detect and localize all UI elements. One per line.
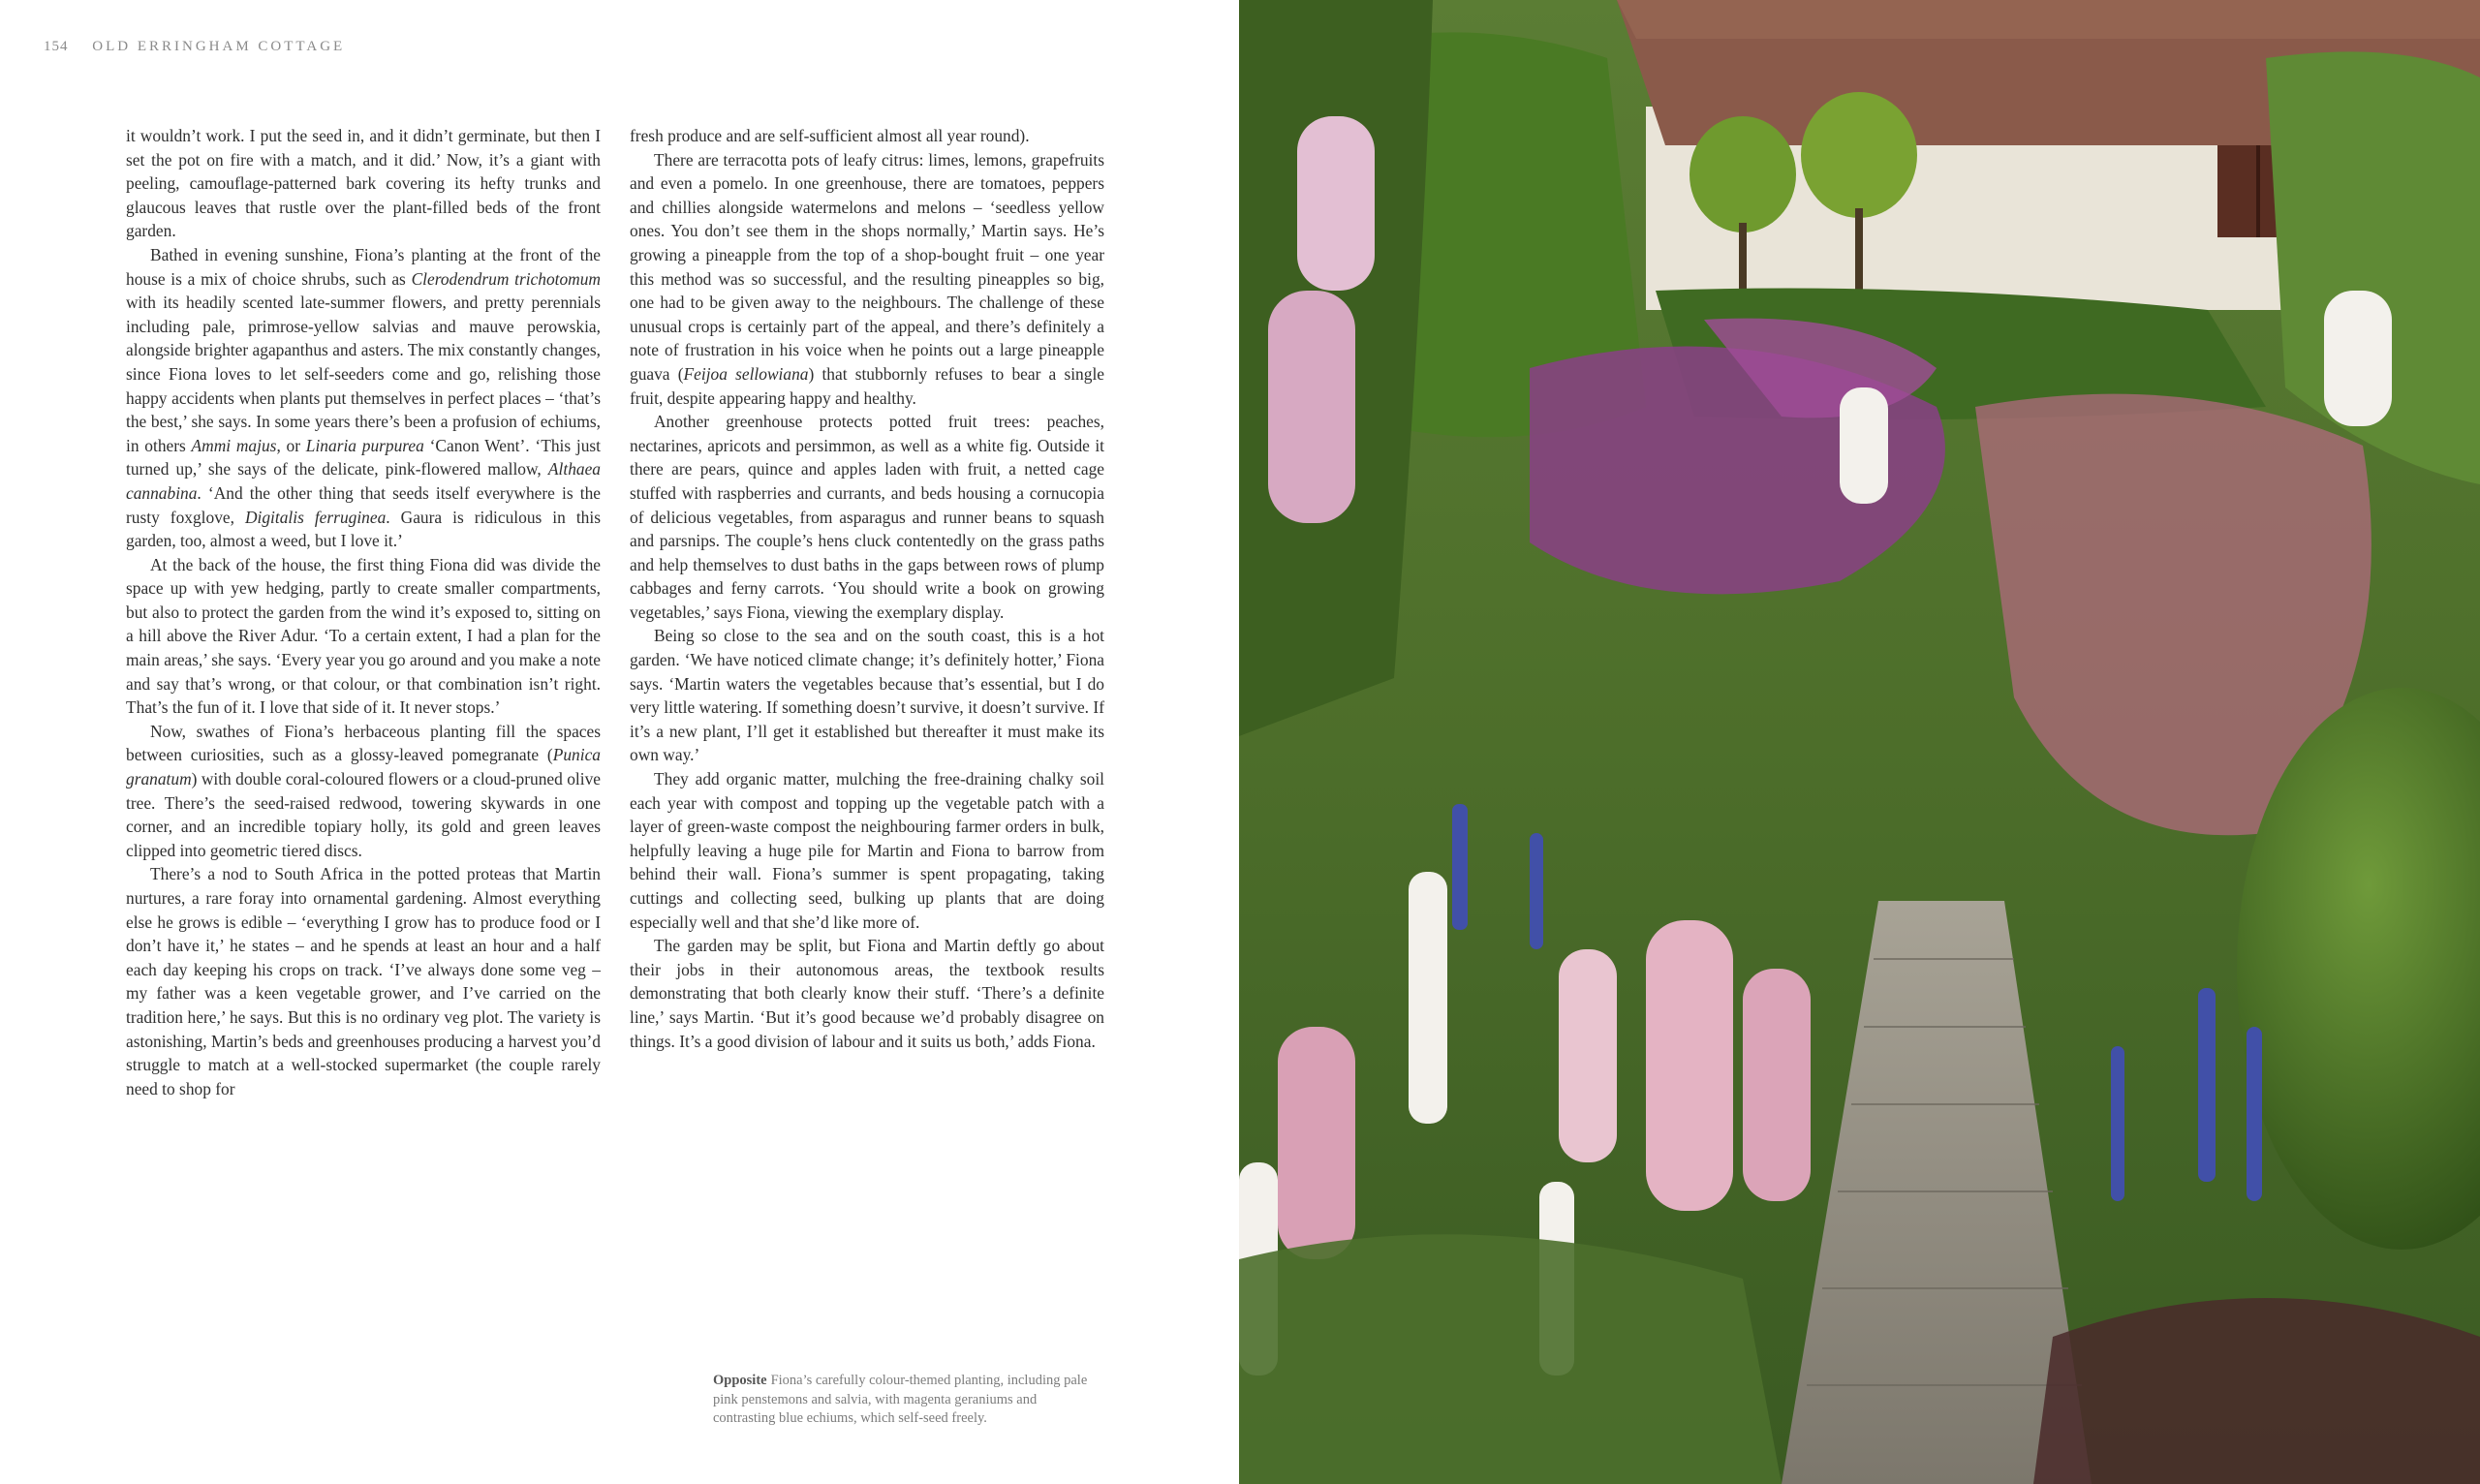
paragraph: There are terracotta pots of leafy citrus: limes, lemons, grapefruits and even a pomelo. In one greenhouse, there are tomatoes, peppers and chillies alongside watermelons and melons – ‘seedless yellow ones. You don’t see them in the shops normally,’ Martin says. He’s growing a pineapple from the top of a shop-bought fruit – one year this method was so successful, and the resulting pineapples so big, one had to be given away to the neighbours. The challenge of these unusual crops is certainly part of the appeal, and there’s definitely a note of frustration in his voice when he points out a large pineapple guava (Feijoa sellowiana) that stubbornly refuses to bear a single fruit, despite appearing happy and healthy. [630, 149, 1104, 408]
garden-photo [1239, 0, 2480, 1484]
paragraph: The garden may be split, but Fiona and Martin deftly go about their jobs in their autonomous areas, the textbook results demonstrating that both clearly know their stuff. ‘There’s a definite line,’ says Martin. ‘But it’s good because we’d probably disagree on things. It’s a good division of labour and it suits us both,’ adds Fiona. [630, 936, 1104, 1051]
photo-caption [713, 1372, 1100, 1429]
botanical-name: Feijoa sellowiana [683, 363, 809, 384]
text-column-left [126, 124, 601, 1100]
garden-illustration [1239, 0, 2480, 1484]
paragraph: Now, swathes of Fiona’s herbaceous planting fill the spaces between curiosities, such as a glossy-leaved pomegranate (Punica granatum) with double coral-coloured flowers or a cloud-pruned olive tree. There’s the seed-raised redwood, towering skywards in one corner, and an incredible topiary holly, its gold and green leaves clipped into geometric tiered discs. [126, 721, 601, 860]
left-page [0, 0, 1239, 1484]
botanical-name: Punica granatum [126, 745, 601, 789]
caption-text: Fiona’s carefully colour-themed planting, including pale pink penstemons and salvia, with magenta geraniums and contrasting blue echiums, which self-seed freely. [713, 1373, 1088, 1426]
paragraph: Being so close to the sea and on the south coast, this is a hot garden. ‘We have noticed climate change; it’s definitely hotter,’ Fiona says. ‘Martin waters the vegetables because that’s essential, but I do very little watering. If something doesn’t survive, it doesn’t survive. If it’s a new plant, I’ll get it established but thereafter it must make its own way.’ [630, 626, 1104, 765]
botanical-name: Althaea cannabina [126, 459, 601, 503]
paragraph: They add organic matter, mulching the free-draining chalky soil each year with compost and topping up the vegetable patch with a layer of green-waste compost the neighbouring farmer orders in bulk, helpfully leaving a huge pile for Martin and Fiona to barrow from behind their wall. Fiona’s summer is spent propagating, taking cuttings and collecting seed, bulking up plants that are doing especially well and that she’d like more of. [630, 769, 1104, 932]
paragraph: At the back of the house, the first thing Fiona did was divide the space up with yew hedging, partly to create smaller compartments, but also to protect the garden from the wind it’s exposed to, sitting on a hill above the River Adur. ‘To a certain extent, I had a plan for the main areas,’ she says. ‘Every year you go around and you make a note and say that’s wrong, or that colour, or that combination isn’t right. That’s the fun of it. I love that side of it. It never stops.’ [126, 554, 601, 718]
paragraph: Another greenhouse protects potted fruit trees: peaches, nectarines, apricots and persimmon, as well as a white fig. Outside it there are pears, quince and apples laden with fruit, a netted cage stuffed with raspberries and currants, and beds housing a cornucopia of delicious vegetables, from asparagus and runner beans to squash and parsnips. The couple’s hens cluck contentedly on the grass paths and help themselves to dust baths in the gaps between rows of plump cabbages and ferny carrots. ‘You should write a book on growing vegetables,’ says Fiona, viewing the exemplary display. [630, 412, 1104, 622]
botanical-name: Linaria purpurea [305, 435, 424, 455]
topiary-standard [1690, 116, 1796, 232]
botanical-name: Digitalis ferruginea [244, 507, 387, 527]
botanical-name: Clerodendrum trichotomum [411, 268, 601, 289]
page-number: 154 [44, 39, 69, 54]
botanical-name: Ammi majus [191, 435, 277, 455]
running-head [44, 39, 345, 58]
caption-lead: Opposite [713, 1373, 767, 1388]
text-column-right [630, 124, 1104, 1053]
running-title: OLD ERRINGHAM COTTAGE [92, 39, 346, 54]
paragraph: Bathed in evening sunshine, Fiona’s planting at the front of the house is a mix of choice shrubs, such as Clerodendrum trichotomum with its headily scented late-summer flowers, and pretty perennials including pale, primrose-yellow salvias and mauve perowskia, alongside brighter agapanthus and asters. The mix constantly changes, since Fiona loves to let self-seeders come and go, relishing those happy accidents when plants put themselves in perfect places – ‘that’s the best,’ she says. In some years there’s been a profusion of echiums, in others Ammi majus, or Linaria purpurea ‘Canon Went’. ‘This just turned up,’ she says of the delicate, pink-flowered mallow, Althaea cannabina. ‘And the other thing that seeds itself everywhere is the rusty foxglove, Digitalis ferruginea. Gaura is ridiculous in this garden, too, almost a weed, but I love it.’ [126, 244, 601, 551]
paragraph: it wouldn’t work. I put the seed in, and it didn’t germinate, but then I set the pot on fire with a match, and it did.’ Now, it’s a giant with peeling, camouflage-patterned bark covering its hefty trunks and glaucous leaves that rustle over the plant-filled beds of the front garden. [126, 126, 601, 241]
paragraph: There’s a nod to South Africa in the potted proteas that Martin nurtures, a rare foray into ornamental gardening. Almost everything else he grows is edible – ‘everything I grow has to produce food or I don’t have it,’ he states – and he spends at least an hour and a half each day keeping his crops on track. ‘I’ve always done some veg – my father was a keen vegetable grower, and I’ve carried on the tradition here,’ he says. But this is no ordinary veg plot. The variety is astonishing, Martin’s beds and greenhouses producing a harvest you’d struggle to match at a well-stocked supermarket (the couple rarely need to shop for [126, 864, 601, 1098]
paragraph: fresh produce and are self-sufficient almost all year round). [630, 126, 1030, 145]
topiary-standard [1801, 92, 1917, 218]
